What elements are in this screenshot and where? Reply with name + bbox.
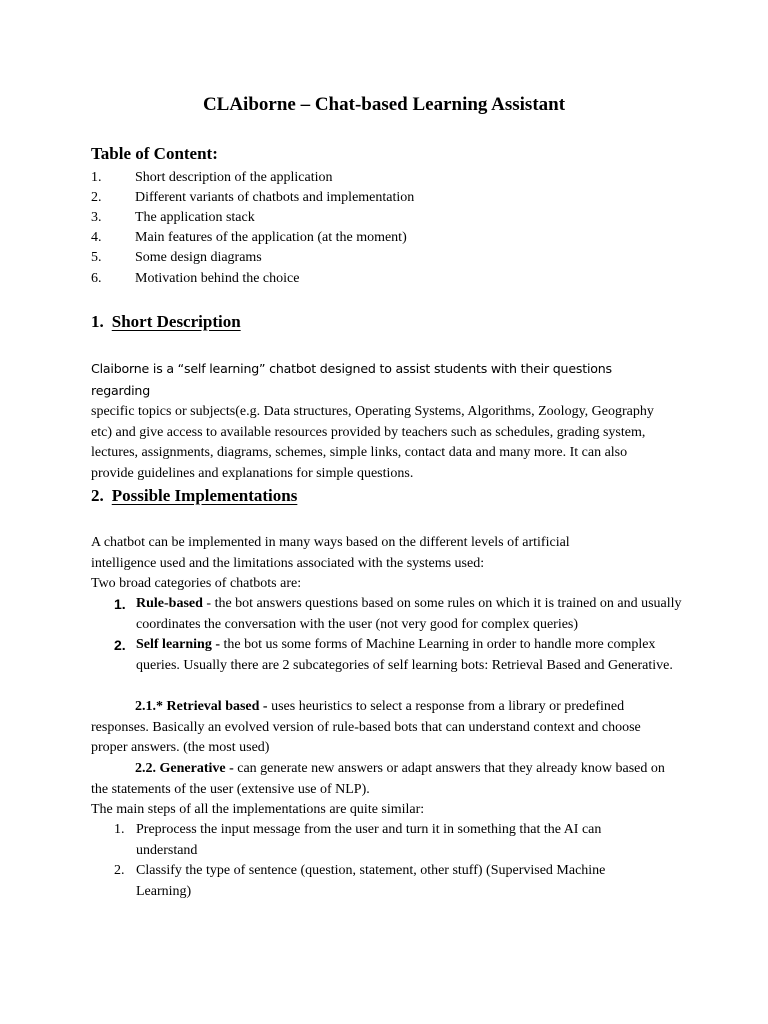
subcategory-term: 2.2. Generative -: [135, 761, 234, 776]
category-desc: the bot us some forms of Machine Learning in order to handle more complex queries. Usually there are 2 subcategories of self learning bots: Retrieval Based and Generative.: [136, 637, 673, 673]
toc-item: [91, 168, 333, 188]
paragraph-body: specific topics or subjects(e.g. Data structures, Operating Systems, Algorithms, Zoology, Geography etc) and give access to available resources provided by teachers such as schedules, grading system, lectures, assignments, diagrams, schemes, simple links, contact data and many more. It can also provide guidelines and explanations for simple questions.: [91, 404, 654, 481]
category-item-rule-based: [114, 594, 684, 635]
subcategory-generative: [91, 759, 671, 821]
step-text: Classify the type of sentence (question, statement, other stuff) (Supervised Machine Learning): [136, 863, 606, 899]
list-number: 2.: [114, 637, 126, 653]
subcategory-desc: can generate new answers or adapt answers that they already know based on the statements of the user (extensive use of NLP).: [91, 761, 665, 797]
toc-item: [91, 188, 414, 208]
intro-text: A chatbot can be implemented in many ways based on the different levels of artificial intelligence used and the limitations associated with the systems used:: [91, 535, 570, 571]
section-title: Short Description: [111, 312, 241, 331]
subcategory-retrieval-based: [91, 697, 671, 759]
toc-item: [91, 228, 407, 248]
section-title: Possible Implementations: [111, 486, 298, 505]
toc-item-text: Different variants of chatbots and implementation: [135, 190, 415, 205]
toc-item-number: 3.: [91, 210, 102, 225]
category-term: Rule-based: [136, 596, 203, 611]
list-number: 1.: [114, 596, 126, 612]
category-item-self-learning: [114, 635, 684, 676]
toc-item-text: Some design diagrams: [135, 250, 262, 265]
toc-item: [91, 269, 299, 289]
toc-item-number: 2.: [91, 190, 102, 205]
toc-item-number: 5.: [91, 250, 102, 265]
list-number: 2.: [114, 863, 125, 878]
category-desc: - the bot answers questions based on some rules on which it is trained on and usually coordinates the conversation with the user (not very good for complex queries): [136, 596, 682, 632]
step-text: Preprocess the input message from the user and turn it in something that the AI can understand: [136, 822, 602, 858]
toc-item: [91, 248, 262, 268]
steps-intro: The main steps of all the implementations are quite similar:: [91, 802, 425, 817]
short-description-paragraph: [91, 359, 671, 484]
category-term: Self learning -: [136, 637, 220, 652]
implementations-intro: [91, 533, 631, 595]
toc-item: [91, 208, 255, 228]
document-title: CLAiborne – Chat-based Learning Assistant: [202, 94, 566, 115]
section-number: 1.: [91, 312, 104, 331]
subcategory-desc: uses heuristics to select a response from a library or predefined responses. Basically an evolved version of rule-based bots that can understand context and choose proper answers. (the most used): [91, 699, 641, 755]
subcategory-term: 2.1.* Retrieval based -: [135, 699, 268, 714]
step-item: [114, 861, 644, 902]
toc-item-text: Motivation behind the choice: [135, 271, 300, 286]
categories-intro: Two broad categories of chatbots are:: [91, 576, 302, 591]
toc-item-text: Main features of the application (at the moment): [135, 230, 407, 245]
list-number: 1.: [114, 822, 125, 837]
section-number: 2.: [91, 486, 104, 505]
section-heading-short-description: [91, 312, 241, 332]
toc-item-number: 6.: [91, 271, 102, 286]
section-heading-possible-implementations: [91, 486, 297, 506]
toc-item-number: 4.: [91, 230, 102, 245]
toc-item-text: Short description of the application: [135, 170, 333, 185]
paragraph-first-line: Claiborne is a “self learning” chatbot designed to assist students with their questions regarding: [91, 361, 612, 398]
toc-heading: Table of Content:: [91, 144, 218, 163]
toc-item-text: The application stack: [135, 210, 255, 225]
toc-item-number: 1.: [91, 170, 102, 185]
step-item: [114, 820, 644, 861]
